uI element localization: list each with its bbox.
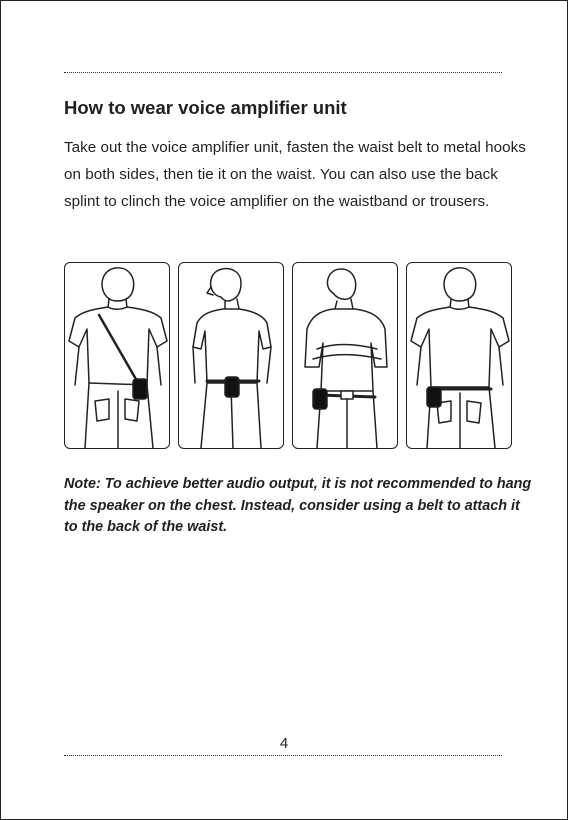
illustration-shoulder-strap: [64, 262, 170, 449]
page-number: 4: [279, 735, 289, 752]
wearing-illustrations: [64, 262, 514, 449]
section-heading: How to wear voice amplifier unit: [64, 97, 347, 118]
illustration-waist-side: [292, 262, 398, 449]
waist-back-figure-icon: [407, 263, 511, 448]
waist-side-figure-icon: [293, 263, 397, 448]
waist-front-figure-icon: [179, 263, 283, 448]
illustration-waist-front: [178, 262, 284, 449]
top-divider: [64, 72, 502, 73]
instructions-text: Take out the voice amplifier unit, fasten the waist belt to metal hooks on both sides, then tie it on the waist. You can also use the back splint to clinch the voice amplifier on the waistband or trousers.: [64, 139, 526, 210]
placement-note: Note: To achieve better audio output, it is not recommended to hang the speaker on the chest. Instead, consider using a belt to attach it to the back of the waist.: [64, 476, 532, 535]
shoulder-strap-figure-icon: [65, 263, 169, 448]
illustration-waist-back: [406, 262, 512, 449]
bottom-divider: [64, 755, 502, 756]
